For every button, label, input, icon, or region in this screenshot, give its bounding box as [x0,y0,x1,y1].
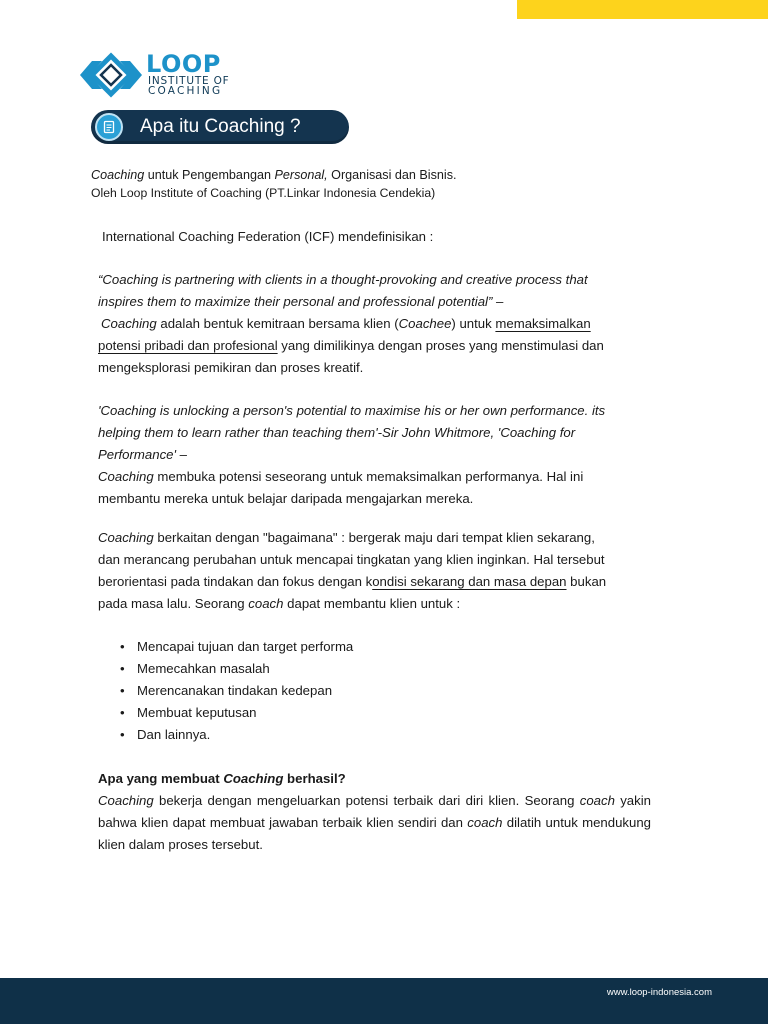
page-title: Apa itu Coaching ? [140,116,301,137]
intro-line-1: Coaching untuk Pengembangan Personal, Organisasi dan Bisnis. [91,168,457,182]
logo-subtitle-line1: INSTITUTE OF [148,75,230,87]
benefits-list [98,636,353,746]
list-item: • Merencanakan tindakan kedepan [98,680,353,702]
quote2-translation-line-2: membantu mereka untuk belajar daripada mengajarkan mereka. [98,491,474,506]
quote2-translation-line-1: Coaching membuka potensi seseorang untuk memaksimalkan performanya. Hal ini [98,469,584,484]
para3-line-2: dan merancang perubahan untuk mencapai tingkatan yang klien inginkan. Hal tersebut [98,552,605,567]
intro-line-2: Oleh Loop Institute of Coaching (PT.Linkar Indonesia Cendekia) [91,186,436,200]
list-item: • Dan lainnya. [98,724,353,746]
quote2-line-2: helping them to learn rather than teaching them'-Sir John Whitmore, 'Coaching for [98,425,576,440]
loop-logo [80,52,240,98]
top-accent-bar [517,0,768,19]
para3-line-4: pada masa lalu. Seorang coach dapat membantu klien untuk : [98,596,461,611]
icf-heading: International Coaching Federation (ICF) mendefinisikan : [102,229,434,244]
quote1-line-1: “Coaching is partnering with clients in a thought-provoking and creative process that [98,272,588,287]
loop-logo-icon [80,52,142,98]
logo-subtitle-line2: COACHING [148,85,223,97]
quote1-translation-line-2: potensi pribadi dan profesional yang dimilikinya dengan proses yang menstimulasi dan [98,338,604,353]
quote2-line-1: 'Coaching is unlocking a person's potential to maximise his or her own performance. its [98,403,606,418]
para3-line-1: Coaching berkaitan dengan "bagaimana" : bergerak maju dari tempat klien sekarang, [98,530,595,545]
quote1-translation-line-3: mengeksplorasi pemikiran dan proses kreatif. [98,360,364,375]
quote1-translation-line-1: Coaching adalah bentuk kemitraan bersama klien (Coachee) untuk memaksimalkan [101,316,591,331]
quote1-line-2: inspires them to maximize their personal and professional potential” – [98,294,504,309]
logo-wordmark: LOOP [146,50,221,78]
list-item: • Mencapai tujuan dan target performa [98,636,353,658]
para3-line-3: berorientasi pada tindakan dan fokus dengan kondisi sekarang dan masa depan bukan [98,574,607,589]
success-paragraph: Coaching bekerja dengan mengeluarkan potensi terbaik dari diri klien. Seorang coach yakin bahwa klien dapat membuat jawaban terbaik klien sendiri dan coach dilatih untuk mendukung klien dalam proses tersebut. [98,793,651,852]
list-item: • Memecahkan masalah [98,658,353,680]
list-item: • Membuat keputusan [98,702,353,724]
quote2-line-3: Performance' – [98,447,188,462]
title-banner [91,110,349,144]
document-icon [95,113,123,141]
success-heading: Apa yang membuat Coaching berhasil? [98,771,346,786]
footer-url: www.loop-indonesia.com [606,987,712,998]
footer-bar [0,978,768,1024]
